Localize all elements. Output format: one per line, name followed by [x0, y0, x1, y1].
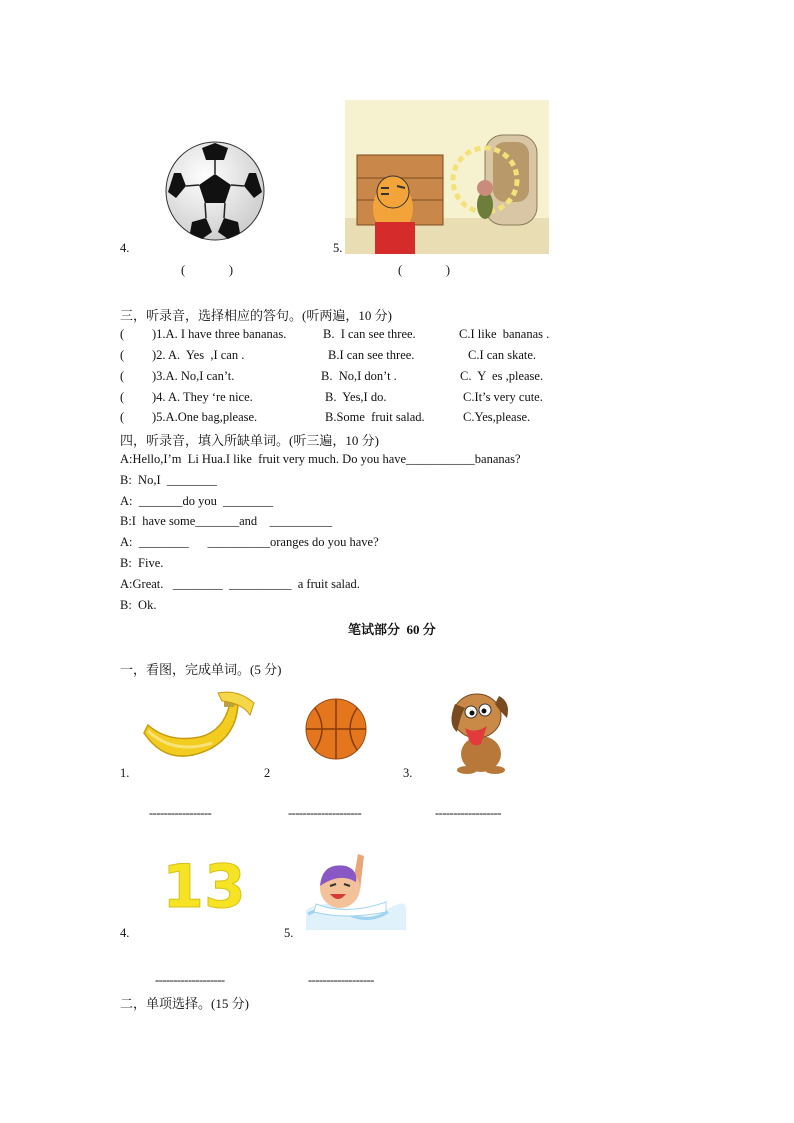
part2-title: 二，单项选择。(15 分): [120, 996, 249, 1011]
answer-blank-1[interactable]: -----------------: [149, 806, 212, 820]
picture-label-4: 4.: [120, 926, 130, 940]
answer-blank-3[interactable]: ------------------: [435, 806, 501, 820]
banana-icon: [138, 691, 258, 763]
picture-label-5: 5.: [284, 926, 294, 940]
picture-number-5: 5.: [333, 241, 343, 255]
written-heading: 笔试部分 60 分: [348, 622, 436, 637]
dialogue-line[interactable]: B: No,I ________: [120, 473, 217, 487]
dialogue-line: B: Five.: [120, 556, 164, 570]
dialogue-line[interactable]: A:Great. ________ __________ a fruit salad.: [120, 577, 360, 591]
svg-text:13: 13: [162, 852, 246, 922]
basketball-icon: [305, 698, 367, 760]
dialogue-line[interactable]: A:Hello,I’m Li Hua.I like fruit very much. Do you have___________bananas?: [120, 452, 521, 466]
answer-blank-5[interactable]: ------------------: [308, 973, 374, 987]
section3-title: 三，听录音，选择相应的答句。(听两遍，10 分): [120, 308, 392, 323]
cartoon-scene-icon: [345, 100, 549, 254]
section4-title: 四，听录音，填入所缺单词。(听三遍，10 分): [120, 433, 379, 448]
answer-blank-2[interactable]: --------------------: [288, 806, 362, 820]
picture-label-2: 2: [264, 766, 271, 780]
answer-paren-4[interactable]: ( ): [181, 263, 234, 277]
dialogue-line: B: Ok.: [120, 598, 157, 612]
answer-blank-4[interactable]: -------------------: [155, 973, 225, 987]
answer-paren-5[interactable]: ( ): [398, 263, 451, 277]
picture-number-4: 4.: [120, 241, 130, 255]
number-13-icon: [162, 852, 246, 922]
dialogue-line[interactable]: B:I have some_______and __________: [120, 514, 333, 528]
soccer-ball-icon: [164, 140, 266, 242]
dialogue-line[interactable]: A: _______do you ________: [120, 494, 274, 508]
picture-label-1: 1.: [120, 766, 130, 780]
swimmer-icon: [306, 848, 406, 930]
picture-label-3: 3.: [403, 766, 413, 780]
part1-title: 一，看图，完成单词。(5 分): [120, 662, 282, 677]
dog-icon: [447, 684, 513, 774]
dialogue-line[interactable]: A: ________ __________oranges do you have?: [120, 535, 379, 549]
